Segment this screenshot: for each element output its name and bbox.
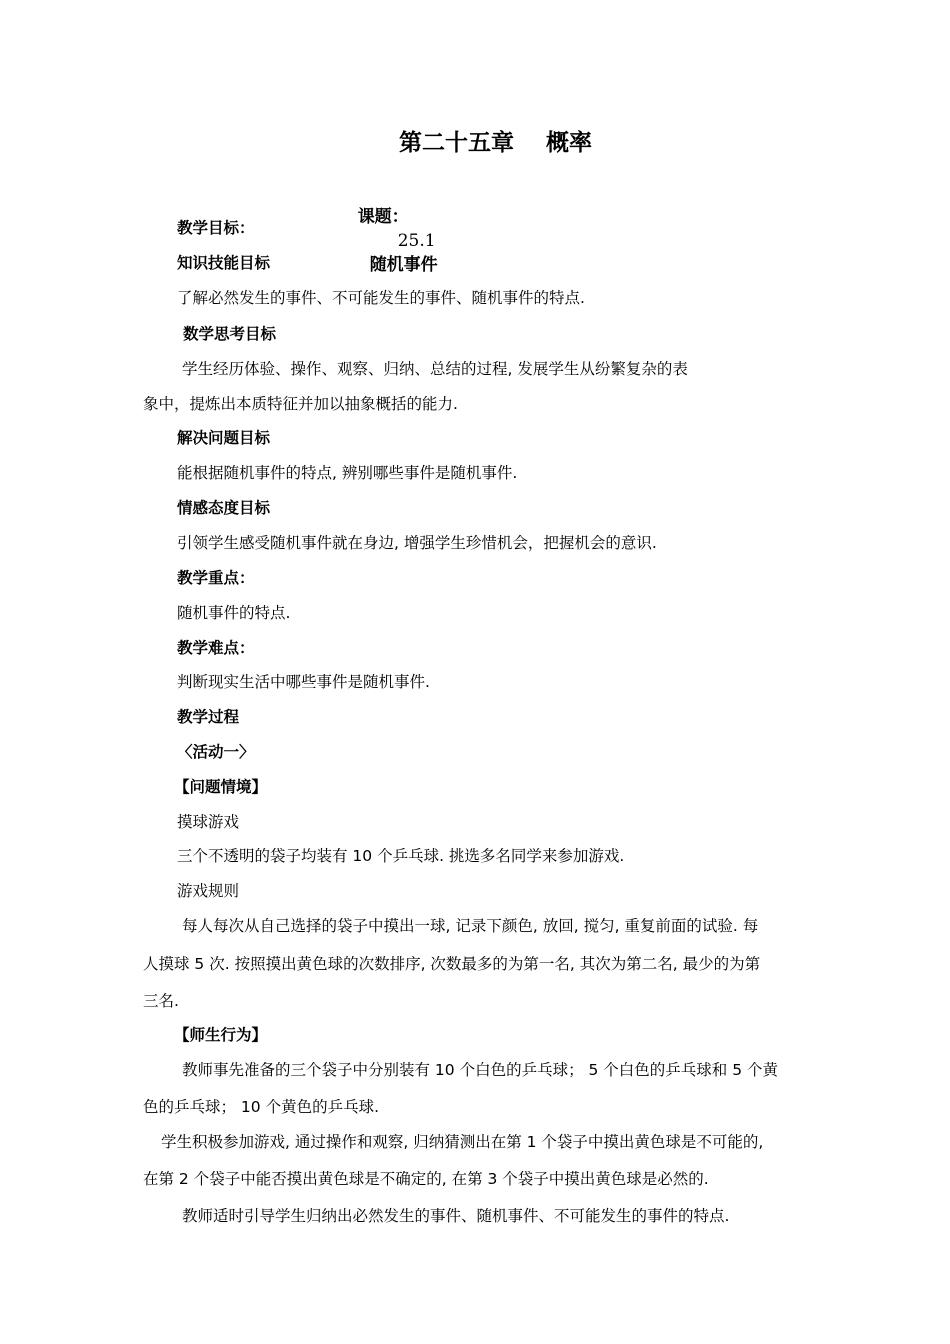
line-28: 教师适时引导学生归纳出必然发生的事件、随机事件、不可能发生的事件的特点. <box>182 1207 730 1225</box>
chapter-title: 第二十五章 概率 <box>399 130 593 156</box>
line-5: 象中，提炼出本质特征并加以抽象概括的能力. <box>143 395 458 413</box>
line-24: 教师事先准备的三个袋子中分别装有 10 个白色的乒乓球； 5 个白色的乒乓球和 5 个黄 <box>182 1061 779 1079</box>
line-7: 能根据随机事件的特点, 辨别哪些事件是随机事件. <box>177 464 518 482</box>
line-9: 引领学生感受随机事件就在身边, 增强学生珍惜机会，把握机会的意识. <box>177 534 657 552</box>
line-19: 游戏规则 <box>177 882 240 900</box>
line-15: 〈活动一〉 <box>177 743 255 761</box>
line-4: 学生经历体验、操作、观察、归纳、总结的过程, 发展学生从纷繁复杂的表 <box>182 360 688 378</box>
line-26: 学生积极参加游戏, 通过操作和观察, 归纳猜测出在第 1 个袋子中摸出黄色球是不可能的, <box>161 1133 764 1151</box>
line-10: 教学重点： <box>177 569 255 587</box>
line-11: 随机事件的特点. <box>177 604 291 622</box>
subtitle-number: 25.1 <box>397 231 436 251</box>
line-27: 在第 2 个袋子中能否摸出黄色球是不确定的, 在第 3 个袋子中摸出黄色球是必然的. <box>143 1170 709 1188</box>
line-23: 【师生行为】 <box>174 1026 268 1044</box>
lesson-subtitle <box>334 181 438 301</box>
line-1: 知识技能目标 <box>177 254 271 272</box>
line-3: 数学思考目标 <box>183 325 277 343</box>
line-20: 每人每次从自己选择的袋子中摸出一球, 记录下颜色, 放回, 搅匀, 重复前面的试验. 每 <box>182 917 759 935</box>
line-22: 三名. <box>143 992 179 1010</box>
line-21: 人摸球 5 次. 按照摸出黄色球的次数排序, 次数最多的为第一名, 其次为第二名, 最少的为第 <box>143 955 761 973</box>
line-12: 教学难点： <box>177 639 255 657</box>
subtitle-topic: 随机事件 <box>369 255 438 275</box>
line-25: 色的乒乓球； 10 个黄色的乒乓球. <box>143 1098 380 1116</box>
line-6: 解决问题目标 <box>177 429 271 447</box>
line-14: 教学过程 <box>177 708 240 726</box>
line-2: 了解必然发生的事件、不可能发生的事件、随机事件的特点. <box>177 289 585 307</box>
line-0: 教学目标： <box>177 219 255 237</box>
line-8: 情感态度目标 <box>177 499 271 517</box>
line-16: 【问题情境】 <box>174 778 268 796</box>
line-18: 三个不透明的袋子均装有 10 个乒乓球. 挑选多名同学来参加游戏. <box>177 847 625 865</box>
subtitle-label: 课题： <box>357 207 409 227</box>
line-13: 判断现实生活中哪些事件是随机事件. <box>177 673 430 691</box>
line-17: 摸球游戏 <box>177 813 240 831</box>
